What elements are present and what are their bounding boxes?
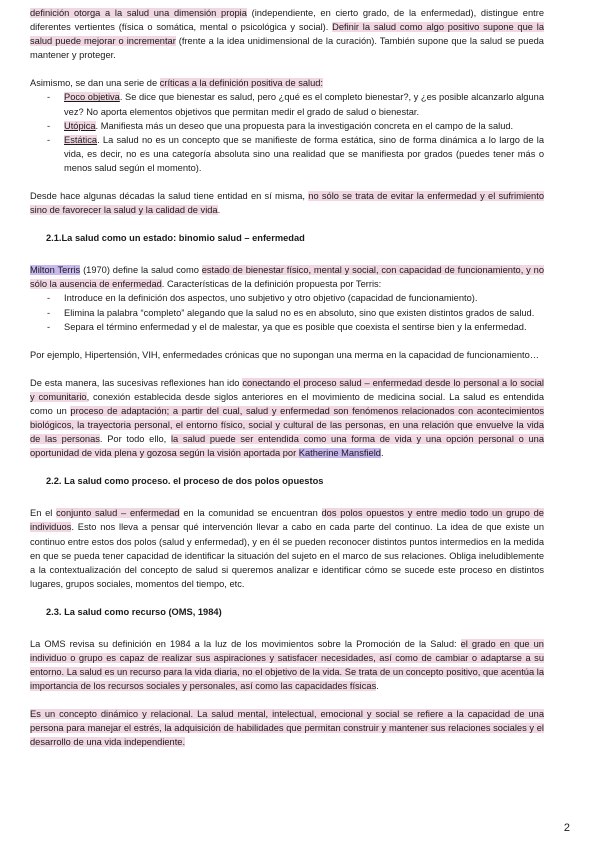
highlight-author: Katherine Mansfield — [298, 448, 381, 459]
text: . Manifiesta más un deseo que una propuesta para la investigación concreta en el campo de la salud. — [95, 120, 514, 131]
highlight: Poco objetiva — [64, 92, 120, 103]
text: . Por todo ello, — [99, 434, 171, 445]
text: Elimina la palabra “completo” alegando que la salud no es en absoluto, sino que existen distintos grados de salud. — [64, 307, 535, 318]
list-item — [30, 119, 544, 133]
highlight: críticas a la definición positiva de salud: — [159, 78, 324, 89]
highlight: la salud puede ser entendida como una forma de vida y una opción personal o una oportunidad de vida plena y gozosa según la visión aportada por — [30, 434, 544, 459]
text: en la comunidad se encuentran — [179, 508, 322, 519]
terris-list — [30, 291, 544, 333]
dash-bullet: - — [47, 307, 51, 318]
text: Desde hace algunas décadas la salud tiene entidad en sí misma, — [30, 191, 309, 202]
list-item — [30, 306, 544, 320]
highlight-author: Milton Terris — [30, 265, 81, 276]
paragraph-decadas — [30, 189, 544, 217]
highlight: conectando el proceso salud – enfermedad desde lo personal a lo social y comunitario — [30, 377, 544, 402]
paragraph-oms — [30, 637, 544, 693]
criticas-list — [30, 90, 544, 175]
text: . Esto nos lleva a pensar qué intervención llevar a cabo en cada parte del continuo. La idea de que existe un continuo entre estos dos polos (salud y enfermedad), y en él se pueden reconocer distintos puntos intermedios en la medida en que se pueda tener capacidad de identificar la situación del sujeto en el marco de sus relaciones. Obliga ineludiblemente a la contextualización del concepto de salud si queremos analizar e identificar cómo se sucede este proceso en distintos lugares, grupos sociales, momentos del tiempo, etc. — [30, 522, 544, 589]
highlight: Es un concepto dinámico y relacional. La salud mental, intelectual, emocional y social se refiere a la capacidad de una persona para manejar el estrés, la adquisición de habilidades que permitan construir y mantener sus relaciones sociales y el desarrollo de una vida independiente. — [30, 709, 544, 748]
text: . — [217, 205, 221, 216]
highlight: proceso de adaptación; a partir del cual, salud y enfermedad son fenómenos relacionados con acontecimientos biológicos, la trayectoria personal, el entorno físico, social y cultural de las personas, en una relación que envuelve la vida de las personas — [30, 405, 544, 445]
dash-bullet: - — [47, 120, 51, 131]
page-number: 2 — [563, 822, 570, 834]
list-item — [30, 291, 544, 305]
paragraph-dimension — [30, 6, 544, 62]
list-item — [30, 133, 544, 175]
dash-bullet: - — [47, 134, 51, 145]
text: (frente a la idea unidimensional de la curación). También supone que la salud se pueda mantener y proteger. — [30, 36, 544, 61]
text: En el — [30, 508, 57, 519]
paragraph-reflexiones — [30, 376, 544, 461]
paragraph-polos — [30, 506, 544, 591]
text: Introduce en la definición dos aspectos, uno subjetivo y otro objetivo (capacidad de funcionamiento). — [64, 293, 478, 304]
paragraph-criticas-intro — [30, 76, 544, 90]
text: . Características de la definición propuesta por Terris: — [161, 279, 382, 290]
section-heading-2-1: 2.1.La salud como un estado: binomio salud – enfermedad — [46, 233, 305, 244]
text: (independiente, en cierto grado, de la enfermedad), distingue entre diferentes vertientes (física o somática, mental o psicológica y social). — [30, 8, 545, 33]
dash-bullet: - — [47, 293, 51, 304]
highlight: conjunto salud – enfermedad — [56, 508, 180, 519]
text: . La salud no es un concepto que se manifieste de forma estática, sino de forma dinámica a lo largo de la vida, es decir, no es una categoría absoluta sino una realidad que se manifiesta por grados (puedes tener más o menos salud según el momento). — [64, 134, 544, 173]
paragraph-terris — [30, 263, 544, 291]
text: Asimismo, se dan una serie de — [30, 78, 160, 89]
text: (1970) define la salud como — [80, 265, 202, 276]
highlight: Definir la salud como algo positivo supone que la salud puede mejorar o incrementar — [30, 22, 544, 47]
text: . — [376, 681, 379, 692]
text: De esta manera, las sucesivas reflexiones han ido — [30, 377, 243, 388]
dash-bullet: - — [47, 92, 51, 103]
list-item — [30, 320, 544, 334]
highlight: definición otorga a la salud una dimensión propia — [30, 8, 247, 18]
document-page — [30, 6, 544, 764]
highlight: no sólo se trata de evitar la enfermedad y el sufrimiento sino de favorecer la salud y la calidad de vida — [30, 191, 544, 216]
text: Separa el término enfermedad y el de malestar, ya que es posible que coexista el sentirse bien y la enfermedad. — [64, 321, 527, 332]
text: , conexión establecida desde siglos anteriores en el movimiento de medicina social. La salud es entendida como un — [30, 391, 544, 416]
text: La OMS revisa su definición en 1984 a la luz de los movimientos sobre la Promoción de la Salud: — [30, 638, 461, 649]
paragraph-ejemplo: Por ejemplo, Hipertensión, VIH, enfermedades crónicas que no supongan una merma en la capacidad de funcionamiento… — [30, 349, 540, 360]
highlight: dos polos opuestos y entre medio todo un grupo de individuos — [30, 508, 544, 533]
highlight: Utópica — [64, 120, 96, 131]
highlight: el grado en que un individuo o grupo es capaz de realizar sus aspiraciones y satisfacer necesidades, así como de cambiar o adaptarse a su entorno. La salud es un recurso para la vida diaria, no el objetivo de la vida. Se trata de un concepto positivo, que acentúa la importancia de los recursos sociales y personales, así como las capacidades físicas — [30, 638, 544, 692]
section-heading-2-2: 2.2. La salud como proceso. el proceso de dos polos opuestos — [46, 476, 324, 487]
paragraph-dinamico — [30, 707, 544, 749]
text: . Se dice que bienestar es salud, pero ¿qué es el completo bienestar?, y ¿es posible alcanzarlo alguna vez? No aporta elementos objetivos que permitan medir el grado de salud o bienestar. — [64, 92, 544, 117]
highlight: Estática — [64, 134, 98, 145]
dash-bullet: - — [47, 321, 51, 332]
section-heading-2-3: 2.3. La salud como recurso (OMS, 1984) — [46, 606, 222, 617]
list-item — [30, 90, 544, 118]
text: . — [380, 448, 384, 459]
highlight: estado de bienestar físico, mental y social, con capacidad de funcionamiento, y no sólo la ausencia de enfermedad — [30, 265, 544, 290]
